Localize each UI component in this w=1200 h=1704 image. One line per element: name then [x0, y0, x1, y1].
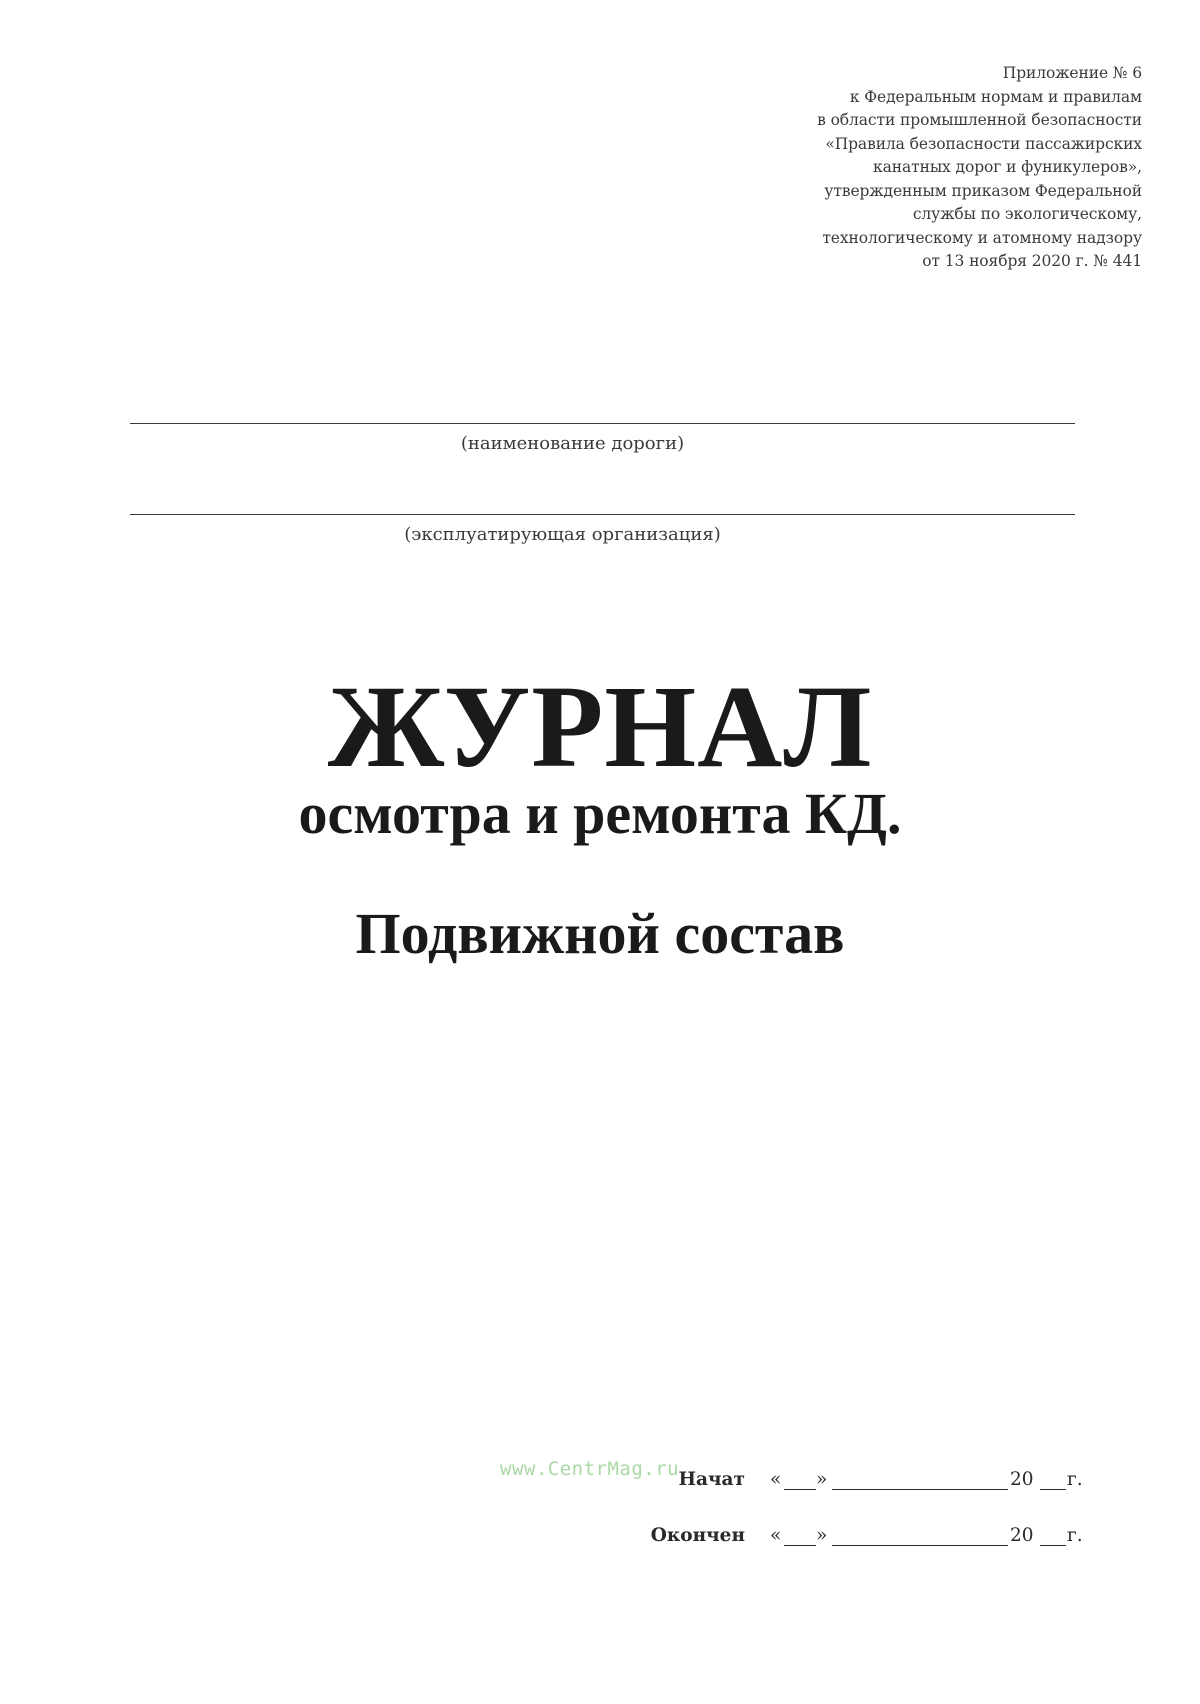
year-suffix: г. [1067, 1469, 1083, 1490]
appendix-block [712, 62, 1142, 274]
appendix-line: в области промышленной безопасности [817, 111, 1142, 129]
year-suffix: г. [1067, 1525, 1083, 1546]
appendix-line: технологическому и атомному надзору [822, 228, 1142, 247]
day-blank [784, 1489, 816, 1490]
organization-caption: (эксплуатирующая организация) [404, 524, 721, 545]
appendix-line: Приложение № 6 [1002, 64, 1142, 82]
appendix-line: к Федеральным нормам и правилам [849, 87, 1142, 106]
quote-close: » [816, 1469, 828, 1490]
year-prefix: 20 [1010, 1469, 1034, 1490]
start-date-label: Начат [678, 1469, 745, 1490]
road-name-caption: (наименование дороги) [460, 433, 685, 454]
start-date-row [650, 1469, 1090, 1499]
month-blank [832, 1545, 1008, 1546]
journal-subtitle-2: Подвижной состав [355, 901, 845, 966]
month-blank [832, 1489, 1008, 1490]
quote-close: » [816, 1525, 828, 1546]
journal-subtitle: осмотра и ремонта КД. [298, 781, 902, 846]
year-blank [1040, 1545, 1066, 1546]
year-blank [1040, 1489, 1066, 1490]
year-prefix: 20 [1010, 1525, 1034, 1546]
appendix-line: службы по экологическому, [912, 205, 1142, 223]
appendix-line: канатных дорог и фуникулеров», [873, 158, 1142, 176]
journal-title: ЖУРНАЛ [327, 661, 873, 792]
appendix-line: «Правила безопасности пассажирских [825, 134, 1142, 153]
site-watermark: www.CentrMag.ru [500, 1458, 680, 1480]
organization-blank-line [130, 514, 1075, 515]
road-name-blank-line [130, 423, 1075, 424]
appendix-line: от 13 ноября 2020 г. № 441 [922, 252, 1142, 270]
quote-open: « [770, 1525, 782, 1546]
quote-open: « [770, 1469, 782, 1490]
day-blank [784, 1545, 816, 1546]
end-date-row [650, 1525, 1090, 1555]
appendix-line: утвержденным приказом Федеральной [824, 181, 1142, 200]
end-date-label: Окончен [650, 1525, 745, 1546]
